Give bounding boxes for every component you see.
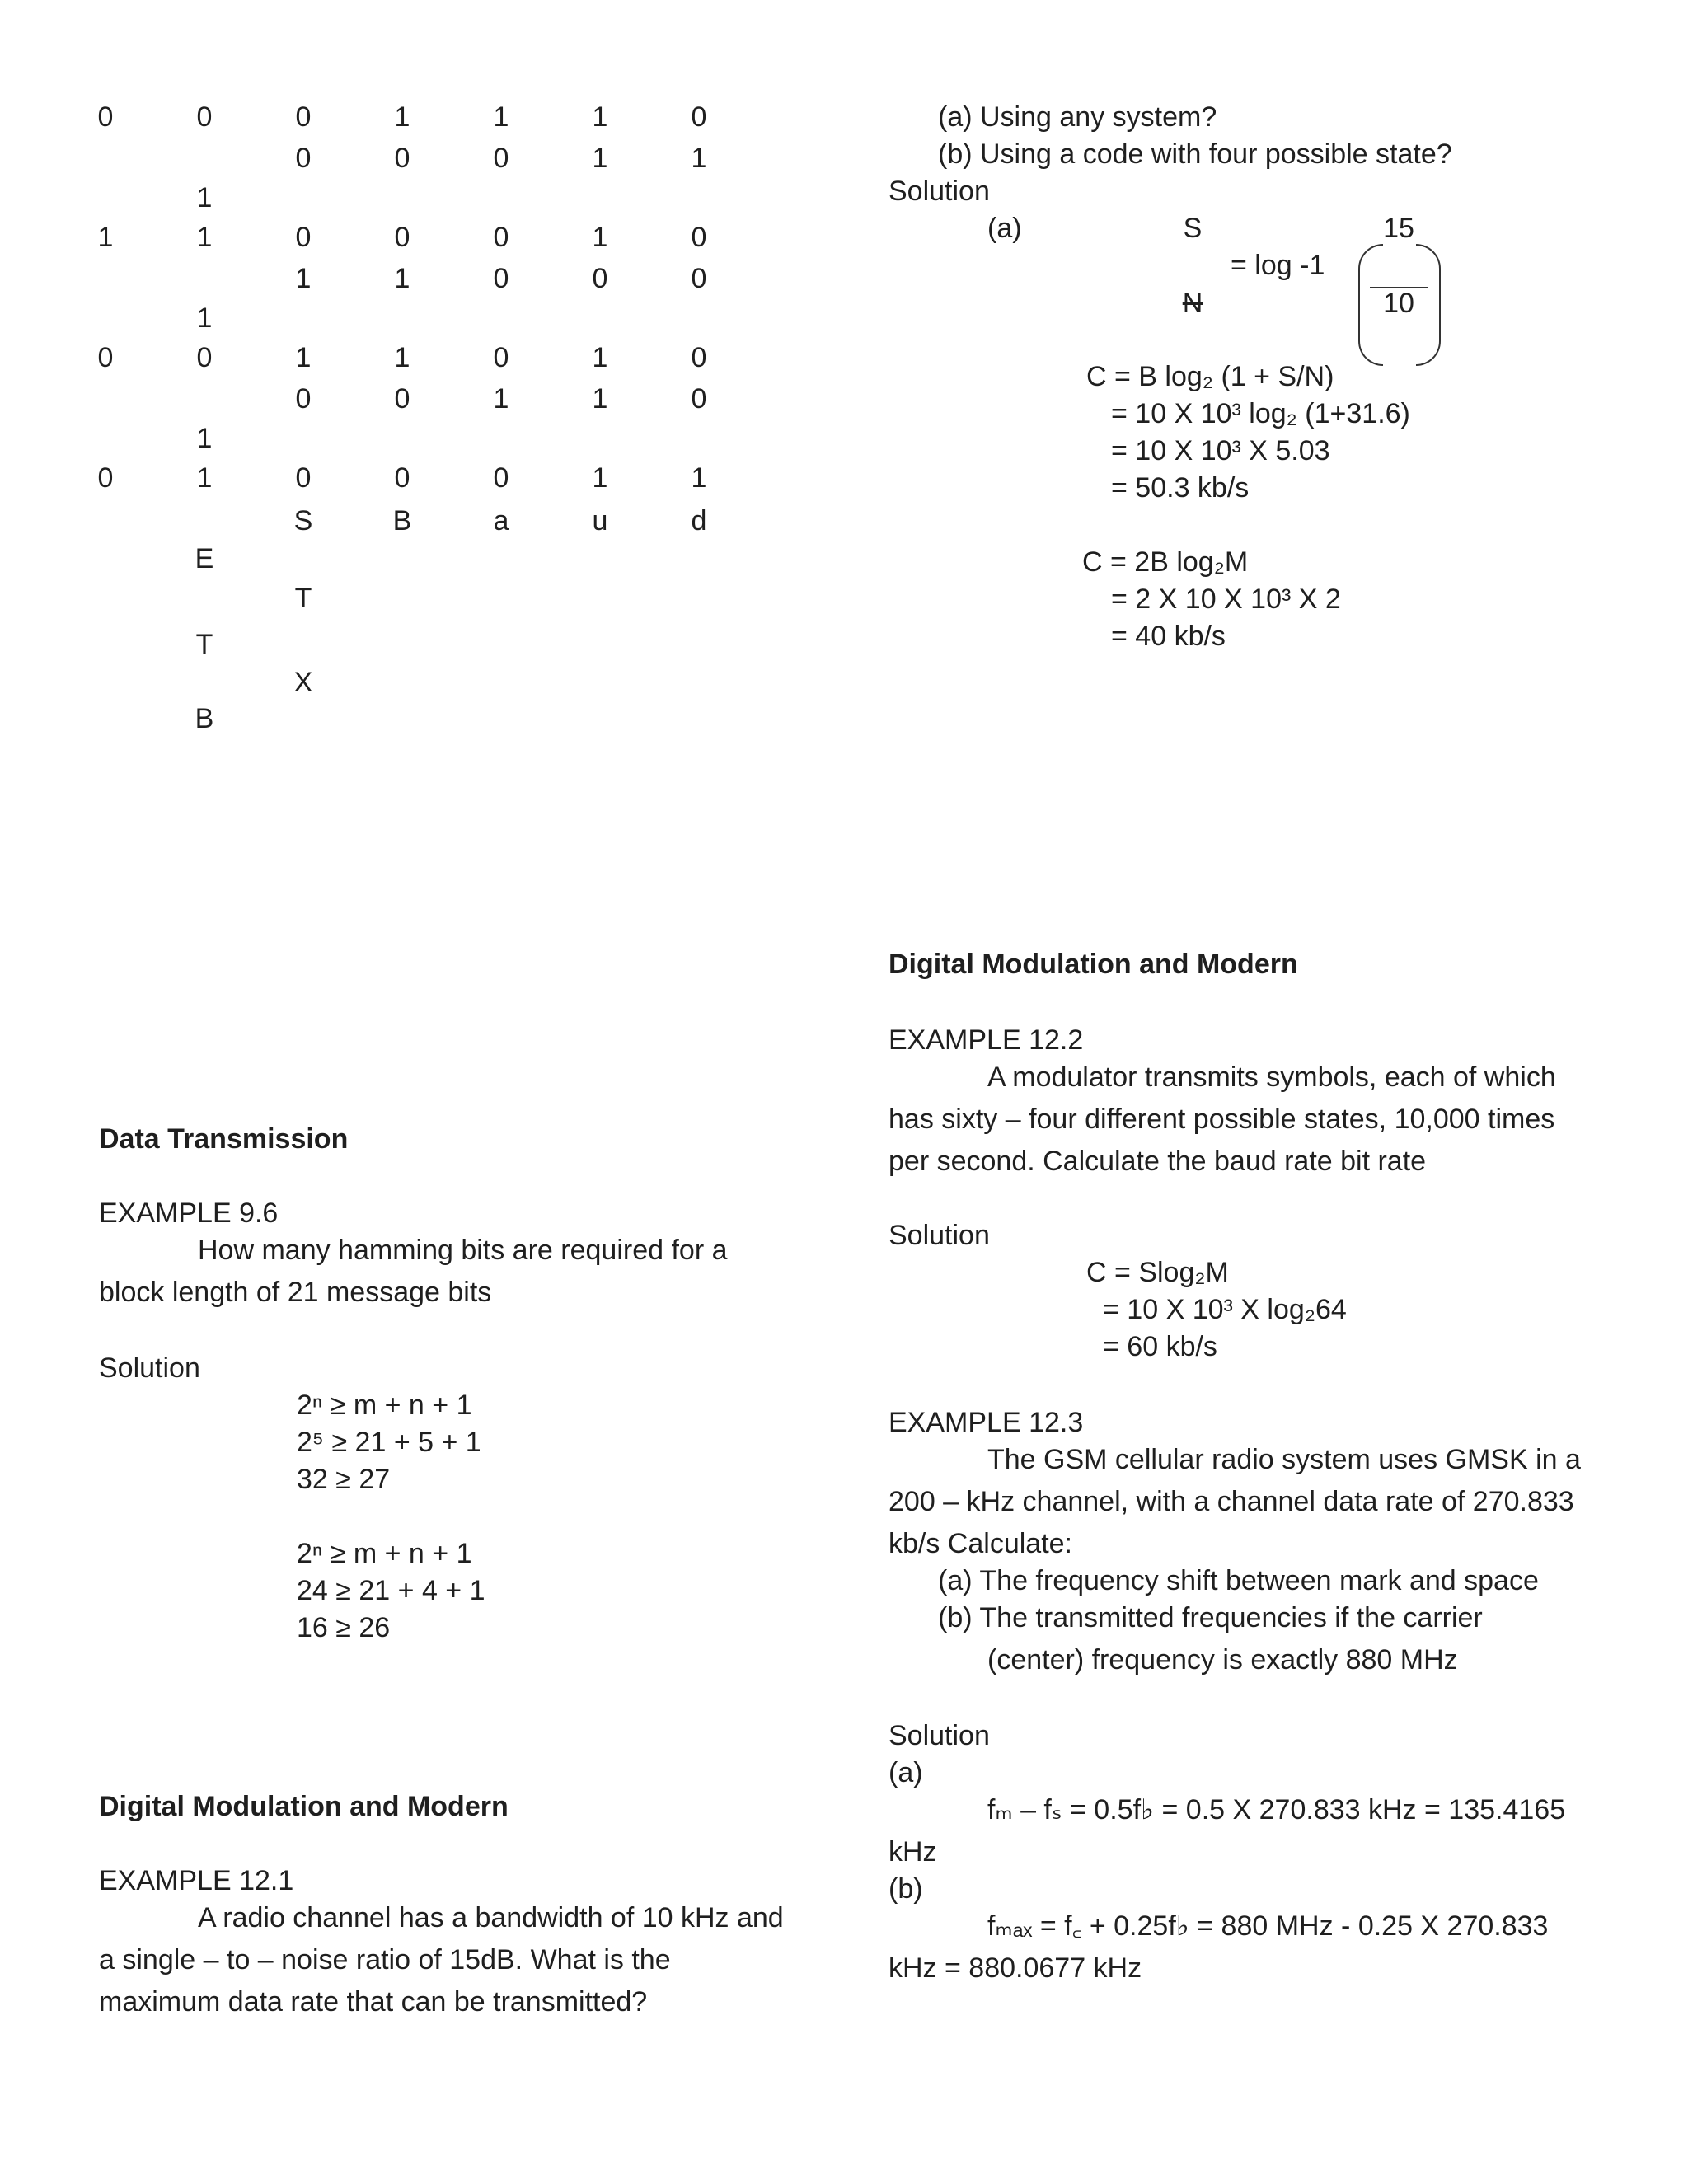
table-cell: 0	[394, 462, 410, 494]
table-cell: 0	[295, 101, 312, 133]
example-12-3-question-line1: The GSM cellular radio system uses GMSK in a	[987, 1444, 1581, 1475]
table-cell: 0	[295, 143, 312, 174]
example-9-6-title: EXAMPLE 9.6	[99, 1197, 279, 1229]
table-cell: 1	[394, 342, 410, 373]
example-9-6-eq3: 32 ≥ 27	[297, 1464, 391, 1495]
example-12-3-question-line3: kb/s Calculate:	[889, 1528, 1072, 1559]
example-9-6-question-line1: How many hamming bits are required for a	[198, 1235, 728, 1266]
table-cell: 1	[196, 423, 213, 454]
capacity-eq-line1: C = B log₂ (1 + S/N)	[1086, 361, 1334, 392]
table-cell: 0	[295, 383, 312, 415]
example-9-6-eq6: 16 ≥ 26	[297, 1612, 391, 1643]
table-cell: 1	[592, 342, 608, 373]
capacity-eq-line6: = 2 X 10 X 10³ X 2	[1111, 583, 1341, 615]
table-cell: 0	[691, 383, 707, 415]
example-12-2-question-line2: has sixty – four different possible states, 10,000 times	[889, 1104, 1555, 1135]
capacity-eq-line3: = 10 X 10³ X 5.03	[1111, 435, 1330, 466]
capacity-eq-line4: = 50.3 kb/s	[1111, 472, 1250, 504]
table-cell: 1	[691, 143, 707, 174]
table-cell: 1	[394, 263, 410, 294]
table-cell: a	[493, 505, 509, 537]
example-9-6-eq4: 2ⁿ ≥ m + n + 1	[297, 1538, 472, 1569]
table-cell: d	[691, 505, 707, 537]
right-parenthesis	[1416, 244, 1441, 366]
table-cell: 0	[295, 222, 312, 253]
table-cell: 0	[394, 383, 410, 415]
example-12-3-solution-a-label: (a)	[889, 1757, 923, 1788]
table-cell: 0	[295, 462, 312, 494]
section-heading-digital-modulation-left: Digital Modulation and Modern	[99, 1791, 509, 1822]
example-9-6-eq1: 2ⁿ ≥ m + n + 1	[297, 1390, 472, 1421]
example-12-3-part-a: (a) The frequency shift between mark and space	[938, 1565, 1539, 1596]
table-cell: 0	[97, 342, 114, 373]
example-9-6-eq2: 2⁵ ≥ 21 + 5 + 1	[297, 1427, 481, 1458]
table-cell: 0	[493, 342, 509, 373]
table-cell: E	[195, 543, 214, 574]
example-12-2-solution-label: Solution	[889, 1220, 990, 1251]
table-cell: T	[195, 629, 213, 660]
table-cell: 1	[592, 462, 608, 494]
table-cell: 1	[295, 263, 312, 294]
example-12-2-eq2: = 10 X 10³ X log₂64	[1103, 1294, 1347, 1325]
table-cell: 0	[691, 101, 707, 133]
noise-label: N	[1182, 288, 1203, 319]
fraction-denominator: 10	[1383, 288, 1414, 319]
example-12-1-title: EXAMPLE 12.1	[99, 1865, 294, 1896]
table-cell: 0	[493, 222, 509, 253]
section-heading-digital-modulation-right: Digital Modulation and Modern	[889, 949, 1298, 980]
table-cell: 0	[691, 342, 707, 373]
example-12-1-question-line1: A radio channel has a bandwidth of 10 kHz and	[198, 1902, 784, 1933]
section-heading-data-transmission: Data Transmission	[99, 1123, 349, 1155]
table-cell: 1	[97, 222, 114, 253]
table-cell: 0	[97, 462, 114, 494]
question-part-b: (b) Using a code with four possible state?	[938, 138, 1452, 170]
table-cell: 0	[592, 263, 608, 294]
example-12-3-solution-b-label: (b)	[889, 1873, 923, 1905]
solution-label-12-1: Solution	[889, 176, 990, 207]
table-cell: 1	[196, 222, 213, 253]
table-cell: X	[293, 667, 313, 698]
table-cell: 1	[493, 383, 509, 415]
table-cell: 1	[691, 462, 707, 494]
table-cell: 0	[493, 143, 509, 174]
example-12-2-eq1: C = Slog₂M	[1086, 1257, 1229, 1288]
example-12-2-question-line3: per second. Calculate the baud rate bit rate	[889, 1146, 1427, 1177]
table-cell: 1	[196, 302, 213, 334]
example-9-6-solution-label: Solution	[99, 1352, 200, 1384]
example-12-3-solution-b-equation-line2: kHz = 880.0677 kHz	[889, 1952, 1142, 1984]
example-12-3-solution-label: Solution	[889, 1720, 990, 1751]
example-12-2-question-line1: A modulator transmits symbols, each of which	[987, 1062, 1556, 1093]
question-part-a: (a) Using any system?	[938, 101, 1217, 133]
example-12-3-title: EXAMPLE 12.3	[889, 1407, 1084, 1438]
table-cell: 1	[196, 182, 213, 213]
table-cell: u	[592, 505, 608, 537]
table-cell: 0	[97, 101, 114, 133]
example-12-3-solution-a-unit: kHz	[889, 1836, 937, 1868]
example-12-1-question-line2: a single – to – noise ratio of 15dB. What is the	[99, 1944, 671, 1975]
table-cell: 1	[493, 101, 509, 133]
fraction-numerator: 15	[1383, 213, 1414, 244]
table-cell: 0	[691, 263, 707, 294]
table-cell: T	[294, 583, 312, 614]
solution-part-a-label: (a)	[987, 213, 1022, 244]
table-cell: 1	[592, 383, 608, 415]
log-inverse-expression: = log -1	[1231, 250, 1325, 281]
example-12-2-eq3: = 60 kb/s	[1103, 1331, 1217, 1362]
table-cell: 0	[394, 143, 410, 174]
table-cell: 1	[196, 462, 213, 494]
table-cell: 0	[493, 263, 509, 294]
table-cell: 0	[493, 462, 509, 494]
example-9-6-eq5: 24 ≥ 21 + 4 + 1	[297, 1575, 485, 1606]
table-cell: 0	[196, 101, 213, 133]
example-9-6-question-line2: block length of 21 message bits	[99, 1277, 492, 1308]
table-cell: 0	[691, 222, 707, 253]
signal-label: S	[1183, 213, 1203, 244]
table-cell: B	[195, 703, 214, 734]
table-cell: 0	[196, 342, 213, 373]
example-12-3-solution-b-equation: fₘₐₓ = f꜀ + 0.25f♭ = 880 MHz - 0.25 X 270.833	[987, 1910, 1549, 1942]
table-cell: B	[392, 505, 412, 537]
example-12-3-part-b: (b) The transmitted frequencies if the carrier	[938, 1602, 1483, 1633]
example-12-3-part-b-line2: (center) frequency is exactly 880 MHz	[987, 1644, 1458, 1675]
example-12-3-solution-a-equation: fₘ – fₛ = 0.5f♭ = 0.5 X 270.833 kHz = 135.4165	[987, 1794, 1566, 1825]
example-12-3-question-line2: 200 – kHz channel, with a channel data rate of 270.833	[889, 1486, 1574, 1517]
table-cell: 1	[592, 101, 608, 133]
capacity-eq-line2: = 10 X 10³ log₂ (1+31.6)	[1111, 398, 1410, 429]
left-parenthesis	[1358, 244, 1383, 366]
table-cell: S	[293, 505, 313, 537]
table-cell: 1	[592, 143, 608, 174]
table-cell: 1	[394, 101, 410, 133]
table-cell: 1	[295, 342, 312, 373]
table-cell: 0	[394, 222, 410, 253]
table-cell: 1	[592, 222, 608, 253]
example-12-2-title: EXAMPLE 12.2	[889, 1024, 1084, 1056]
capacity-eq-line7: = 40 kb/s	[1111, 621, 1226, 652]
example-12-1-question-line3: maximum data rate that can be transmitted?	[99, 1986, 648, 2018]
capacity-eq-line5: C = 2B log₂M	[1082, 546, 1249, 578]
